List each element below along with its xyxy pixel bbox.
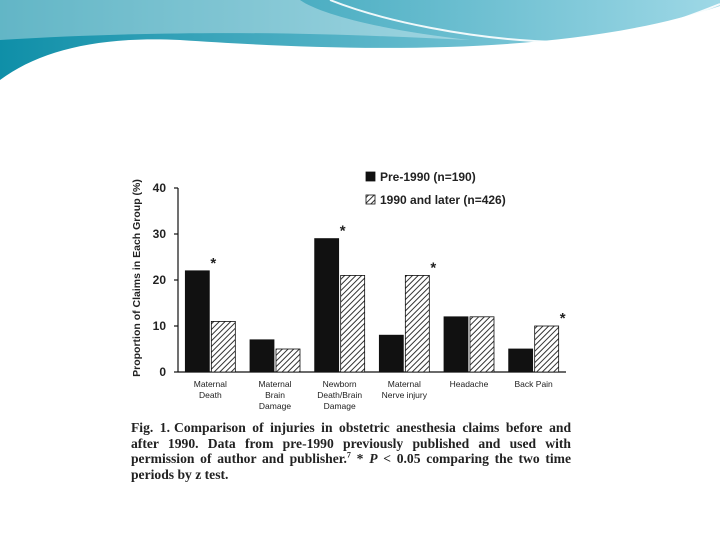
x-category-label: Back Pain <box>514 379 553 389</box>
bar-1990-and-later <box>405 275 429 372</box>
y-tick-label: 40 <box>152 181 166 195</box>
bar-1990-and-later <box>470 317 494 372</box>
bar-pre-1990 <box>185 271 209 372</box>
bar-1990-and-later <box>535 326 559 372</box>
x-category-label: Newborn <box>322 379 357 389</box>
significance-mark: * <box>559 310 566 327</box>
legend-label-1990-and-later: 1990 and later (n=426) <box>380 193 506 207</box>
caption-tail: < 0.05 comparing the two time periods by z test. <box>131 451 571 482</box>
x-category-label: Maternal <box>193 379 227 389</box>
bar-1990-and-later <box>341 275 365 372</box>
x-category-label: Brain <box>265 390 285 400</box>
bar-1990-and-later <box>211 321 235 372</box>
significance-mark: * <box>339 222 346 240</box>
legend-label-pre-1990: Pre-1990 (n=190) <box>380 170 476 184</box>
x-category-label: Damage <box>258 401 292 411</box>
bar-pre-1990 <box>250 340 274 372</box>
significance-mark: * <box>430 259 437 277</box>
x-category-label: Death/Brain <box>317 390 363 400</box>
caption-text: Comparison of injuries in obstetric anesthesia claims before and after 1990. Data from pre-1990 previously published and used with permission of author and publisher. <box>131 420 572 466</box>
x-category-label: Death <box>198 390 222 400</box>
bar-1990-and-later <box>276 349 300 372</box>
caption-star: * <box>356 451 364 466</box>
significance-mark: * <box>210 254 217 272</box>
x-category-label: Nerve injury <box>381 390 428 400</box>
bar-pre-1990 <box>509 349 533 372</box>
caption-p-symbol: P <box>369 451 378 466</box>
bar-pre-1990 <box>315 239 339 372</box>
injury-claims-chart <box>120 160 580 420</box>
legend-swatch-1990-and-later <box>366 195 375 204</box>
x-category-label: Headache <box>449 379 489 389</box>
x-category-label: Maternal <box>387 379 421 389</box>
figure-caption <box>131 420 571 482</box>
y-axis-title: Proportion of Claims in Each Group (%) <box>131 179 143 377</box>
x-category-label: Damage <box>323 401 356 411</box>
y-tick-label: 30 <box>152 227 166 241</box>
legend-swatch-pre-1990 <box>366 172 375 181</box>
y-tick-label: 0 <box>159 365 166 379</box>
x-category-label: Maternal <box>258 379 292 389</box>
y-tick-label: 10 <box>152 319 166 333</box>
y-tick-label: 20 <box>152 273 166 287</box>
caption-ref: 7 <box>346 450 351 460</box>
bar-pre-1990 <box>379 335 403 372</box>
header-banner <box>0 0 720 100</box>
bar-pre-1990 <box>444 317 468 372</box>
caption-label: Fig. 1. <box>131 420 170 435</box>
